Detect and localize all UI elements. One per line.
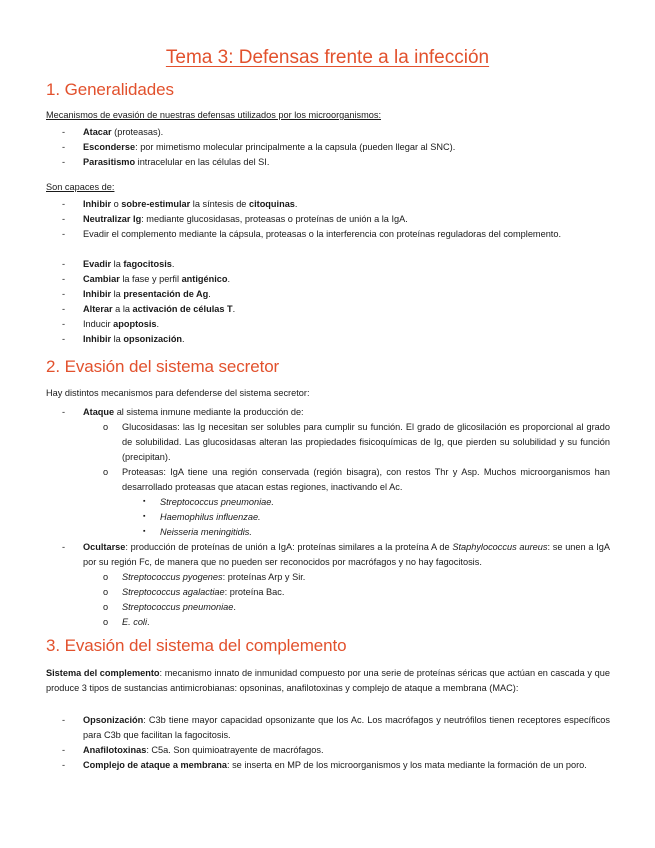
list-item: - Evadir el complemento mediante la cápsula, proteasas o la interferencia con proteínas reguladoras del complemento. [83, 227, 610, 242]
list-item: - Inhibir la presentación de Ag. [83, 287, 211, 302]
list-item: - Cambiar la fase y perfil antigénico. [83, 272, 230, 287]
dash-marker: - [62, 542, 66, 552]
list-item: - Inhibir o sobre-estimular la síntesis de citoquinas. [83, 197, 297, 212]
circle-marker: o [103, 422, 109, 432]
dash-marker: - [62, 214, 66, 224]
section-intro: Hay distintos mecanismos para defenderse del sistema secretor: [46, 388, 310, 398]
square-marker: ▪ [143, 513, 146, 520]
section-intro: Sistema del complemento: mecanismo innato de inmunidad compuesto por una serie de proteínas séricas que actúan en cascada y que produce 3 tipos de sustancias antimicrobianas: opsoninas, anafilotoxinas y complejo de ataque a membrana (MAC): [46, 668, 610, 693]
list-item-glucosidasas: o Glucosidasas: las Ig necesitan ser solubles para cumplir su función. El grado de glicosilación es proporcional al grado de solubilidad. Las glucosidasas alteran las propiedades fisicoquímicas de Ig, que pierden su solubilidad y su función (precipitan). [103, 422, 610, 462]
dash-marker: - [62, 142, 66, 152]
dash-marker: - [62, 407, 66, 417]
circle-marker: o [103, 467, 109, 477]
square-marker: ▪ [143, 498, 146, 505]
list-item: - Complejo de ataque a membrana: se inserta en MP de los microorganismos y los mata mediante la formación de un poro. [83, 758, 610, 773]
list-item-species: ▪ Streptococcus pneumoniae. [160, 495, 274, 510]
dash-marker: - [62, 274, 66, 284]
section-heading-generalidades: 1. Generalidades [46, 80, 174, 99]
circle-marker: o [103, 572, 109, 582]
square-marker: ▪ [143, 528, 146, 535]
list-item-proteasas: o Proteasas: IgA tiene una región conservada (región bisagra), con restos Thr y Asp. Muchos microorganismos han desarrollado proteasas que atacan estas regiones, inactivando el Ac. [103, 467, 610, 492]
dash-marker: - [62, 745, 66, 755]
dash-marker: - [62, 715, 66, 725]
dash-marker: - [62, 229, 66, 239]
list-item: - Atacar (proteasas). [83, 125, 163, 140]
section-intro: Mecanismos de evasión de nuestras defensas utilizados por los microorganismos: [46, 110, 381, 120]
dash-marker: - [62, 760, 66, 770]
section-heading-secretor: 2. Evasión del sistema secretor [46, 357, 280, 376]
list-item-ocultarse: - Ocultarse: producción de proteínas de unión a IgA: proteínas similares a la proteína A de Staphylococcus aureus: se unen a IgA por su región Fc, de manera que no pueden ser reconocidos por macrófagos y no hay fagocitosis. [62, 542, 610, 567]
list-item: - Inhibir la opsonización. [83, 332, 185, 347]
dash-marker: - [62, 199, 66, 209]
list-item-species: ▪ Haemophilus influenzae. [160, 510, 261, 525]
dash-marker: - [62, 304, 66, 314]
circle-marker: o [103, 602, 109, 612]
list-item: - Alterar a la activación de células T. [83, 302, 235, 317]
list-item: - Inducir apoptosis. [83, 317, 159, 332]
list-item-bug: o Streptococcus agalactiae: proteína Bac. [122, 585, 284, 600]
dash-marker: - [62, 127, 66, 137]
document-title: Tema 3: Defensas frente a la infección [165, 47, 490, 68]
list-item: - Evadir la fagocitosis. [83, 257, 174, 272]
list-item: - Anafilotoxinas: C5a. Son quimioatrayente de macrófagos. [83, 743, 324, 758]
dash-marker: - [62, 289, 66, 299]
list-item: - Parasitismo intracelular en las células del SI. [83, 155, 269, 170]
list-item-bug: o Streptococcus pyogenes: proteínas Arp y Sir. [122, 570, 305, 585]
dash-marker: - [62, 334, 66, 344]
circle-marker: o [103, 617, 109, 627]
list-item: - Neutralizar Ig: mediante glucosidasas, proteasas o proteínas de unión a la IgA. [83, 212, 408, 227]
list-item-bug: o Streptococcus pneumoniae. [122, 600, 236, 615]
list-item: - Esconderse: por mimetismo molecular principalmente a la capsula (pueden llegar al SNC). [83, 140, 455, 155]
dash-marker: - [62, 319, 66, 329]
list-item: - Ataque al sistema inmune mediante la producción de: [83, 405, 304, 420]
dash-marker: - [62, 157, 66, 167]
circle-marker: o [103, 587, 109, 597]
list-item: - Opsonización: C3b tiene mayor capacidad opsonizante que los Ac. Los macrófagos y neutrófilos tienen receptores específicos para C3b que facilitan la fagocitosis. [62, 715, 610, 740]
list-item-species: ▪ Neisseria meningitidis. [160, 525, 252, 540]
dash-marker: - [62, 259, 66, 269]
list-item-bug: o E. coli. [122, 615, 150, 630]
section-sub-intro: Son capaces de: [46, 182, 115, 192]
section-heading-complemento: 3. Evasión del sistema del complemento [46, 636, 347, 655]
